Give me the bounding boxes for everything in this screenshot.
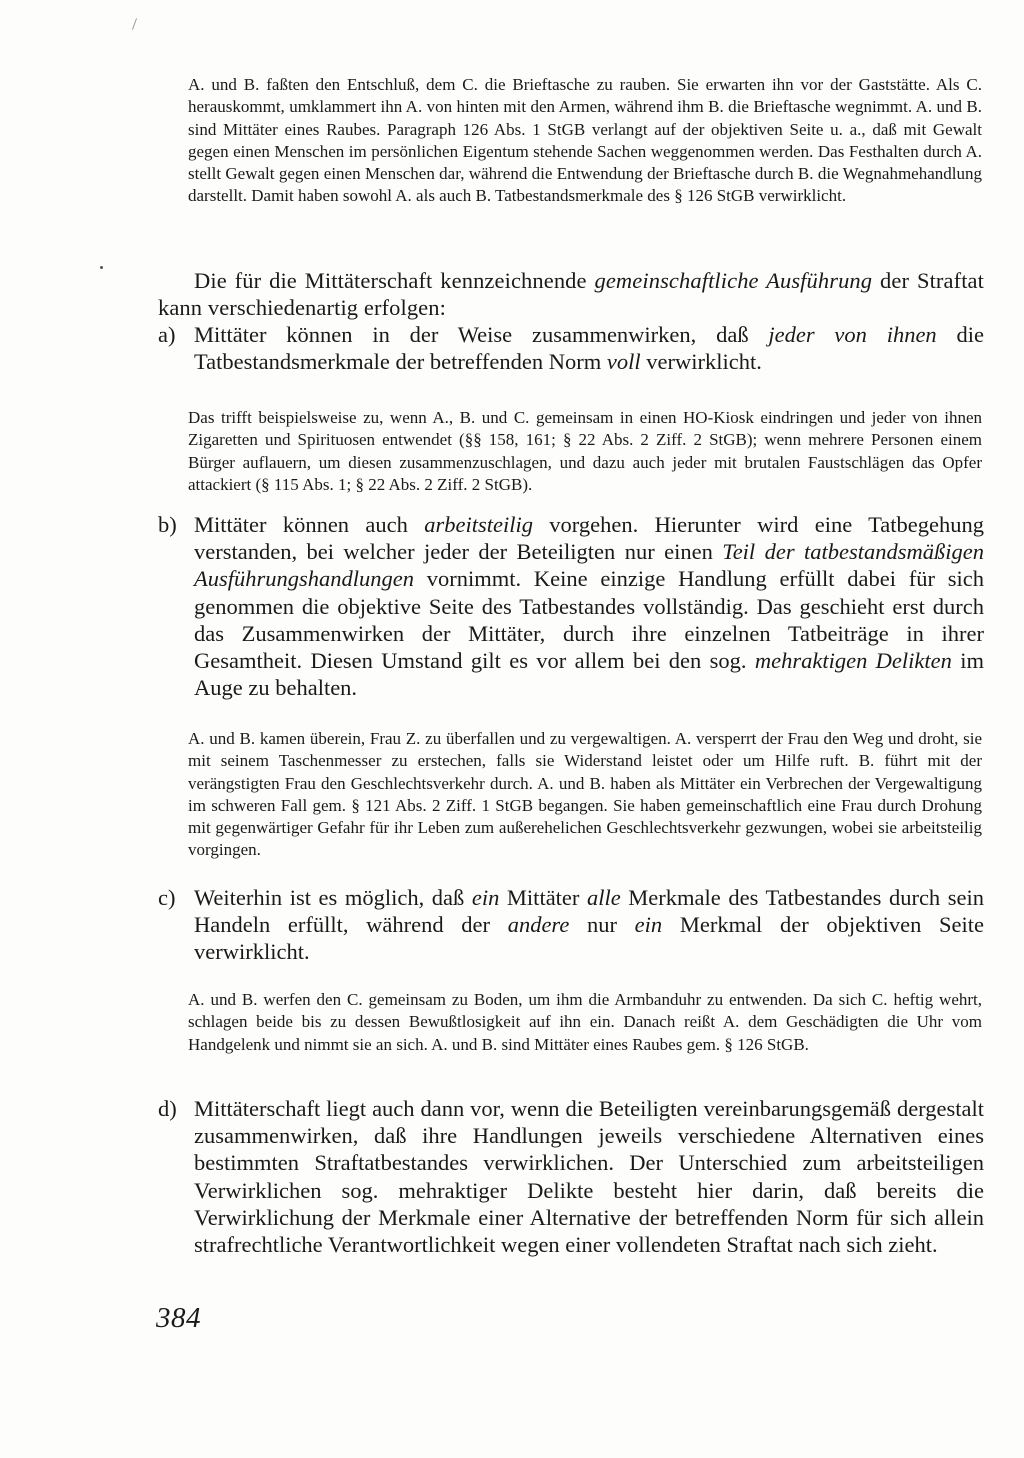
item-a-text-3: verwirklicht. — [640, 349, 762, 375]
list-marker-a: a) — [158, 322, 176, 347]
example-paragraph-c: A. und B. werfen den C. gemeinsam zu Boden, um ihm die Armbanduhr zu entwenden. Da sich C. heftig wehrt, schlagen beide bis zu dessen Bewußtlosigkeit auf ihn ein. Danach reißt A. dem Geschädigten die Uhr vom Handgelenk und nimmt sie an sich. A. und B. sind Mittäter eines Raubes gem. § 126 StGB. — [188, 990, 982, 1054]
item-b-emphasis-2: Teil der tatbestandsmäßigen Ausführungshandlungen — [194, 539, 984, 592]
scan-speck — [100, 266, 103, 269]
item-c-text-2: Mittäter — [499, 885, 587, 910]
list-item-d-text: Mittäterschaft liegt auch dann vor, wenn die Beteiligten vereinbarungsgemäß dergestalt zusammenwirken, daß ihre Handlungen jeweils verschiedene Alternativen eines bestimmten Straftatbestandes verwirklichen. Der Unterschied zum arbeitsteiligen Verwirklichen sog. mehraktiger Delikte besteht hier darin, daß bereits die Verwirklichung der Merkmale einer Alternative der betreffenden Norm für sich allein strafrechtliche Verantwortlichkeit wegen einer vollendeten Straftat nach sich zieht. — [194, 1096, 984, 1258]
item-b-text-3: vornimmt. Keine einzige Handlung erfüllt dabei für sich genommen die objektive Seite des Tatbestandes vollständig. Das geschieht erst durch das Zusammenwirken der Mittäter, durch ihre einzelnen Tatbeiträge in ihrer Gesamtheit. Diesen Umstand gilt es vor allem bei den sog. — [194, 566, 984, 674]
example-paragraph-b: A. und B. kamen überein, Frau Z. zu überfallen und zu vergewaltigen. A. versperrt der Frau den Weg und droht, sie mit seinem Taschenmesser zu erstechen, falls sie Widerstand leistet oder um Hilfe ruft. B. führt mit der verängstigten Frau den Geschlechtsverkehr durch. A. und B. haben als Mittäter ein Verbrechen der Vergewaltigung im schweren Fall gem. § 121 Abs. 2 Ziff. 1 StGB begangen. Sie haben gemeinschaftlich eine Frau durch Drohung mit gegenwärtiger Gefahr für ihr Leben zum außerehelichen Geschlechtsverkehr gezwungen, wobei sie arbeitsteilig vorgingen. — [188, 729, 982, 860]
list-item-b-text — [194, 511, 984, 701]
list-marker-c: c) — [158, 885, 176, 910]
intro-text-before: Die für die Mittäterschaft kennzeichnende — [194, 268, 595, 293]
item-a-emphasis-1: jeder von ihnen — [768, 322, 937, 347]
item-a-emphasis-2: voll — [606, 349, 641, 375]
item-c-text-1: Weiterhin ist es möglich, daß — [194, 885, 472, 910]
item-b-text-4: im Auge zu behalten. — [194, 648, 984, 701]
scan-speck — [132, 18, 137, 30]
example-paragraph-1: A. und B. faßten den Entschluß, dem C. die Brieftasche zu rauben. Sie erwarten ihn vor der Gaststätte. Als C. herauskommt, umklammert ihn A. von hinten mit den Armen, während ihm B. die Brieftasche wegnimmt. A. und B. sind Mittäter eines Raubes. Paragraph 126 Abs. 1 StGB verlangt auf der objektiven Seite u. a., daß mit Gewalt gegen einen Menschen im persönlichen Eigentum stehende Sachen weggenommen werden. Das Festhalten durch A. stellt Gewalt gegen einen Menschen dar, während die Entwendung der Brieftasche durch B. die Wegnahmehandlung darstellt. Damit haben sowohl A. als auch B. Tatbestandsmerkmale des § 126 StGB verwirklicht. — [188, 75, 982, 206]
list-marker-b: b) — [158, 512, 177, 537]
intro-paragraph — [158, 267, 984, 321]
item-b-emphasis-3: mehraktigen Delikten — [754, 648, 952, 674]
item-c-text-3: Merkmale des Tatbestandes durch sein Handeln erfüllt, während der — [194, 885, 984, 938]
item-c-emphasis-3: andere — [507, 912, 570, 938]
page-number: 384 — [156, 1302, 201, 1334]
item-a-text-2: die Tatbestandsmerkmale der betreffenden Norm — [194, 322, 984, 375]
intro-emphasis: gemeinschaftliche Ausführung — [594, 268, 873, 293]
intro-text-after: der Straftat kann verschiedenartig erfolgen: — [158, 268, 984, 321]
item-c-emphasis-2: alle — [586, 885, 621, 910]
item-b-emphasis-1: arbeitsteilig — [424, 512, 533, 537]
item-a-text-1: Mittäter können in der Weise zusammenwirken, daß — [194, 322, 769, 347]
list-marker-d: d) — [158, 1096, 177, 1121]
item-c-emphasis-1: ein — [471, 885, 500, 910]
item-c-emphasis-4: ein — [634, 912, 663, 938]
example-paragraph-a: Das trifft beispielsweise zu, wenn A., B. und C. gemeinsam in einen HO-Kiosk eindringen und jeder von ihnen Zigaretten und Spirituosen entwendet (§§ 158, 161; § 22 Abs. 2 Ziff. 2 StGB); wenn mehrere Personen einem Bürger auflauern, um diesen zusammenzuschlagen, und dazu auch jeder mit brutalen Faustschlägen das Opfer attackiert (§ 115 Abs. 1; § 22 Abs. 2 Ziff. 2 StGB). — [188, 408, 982, 494]
list-item-c-text — [194, 884, 984, 966]
item-b-text-1: Mittäter können auch — [194, 512, 425, 537]
list-item-a-text — [194, 321, 984, 375]
item-c-text-4: nur — [569, 912, 635, 938]
item-b-text-2: vorgehen. Hierunter wird eine Tatbegehung verstanden, bei welcher jeder der Beteiligten nur einen — [194, 512, 985, 565]
item-c-text-5: Merkmal der objektiven Seite verwirklicht. — [194, 912, 984, 965]
